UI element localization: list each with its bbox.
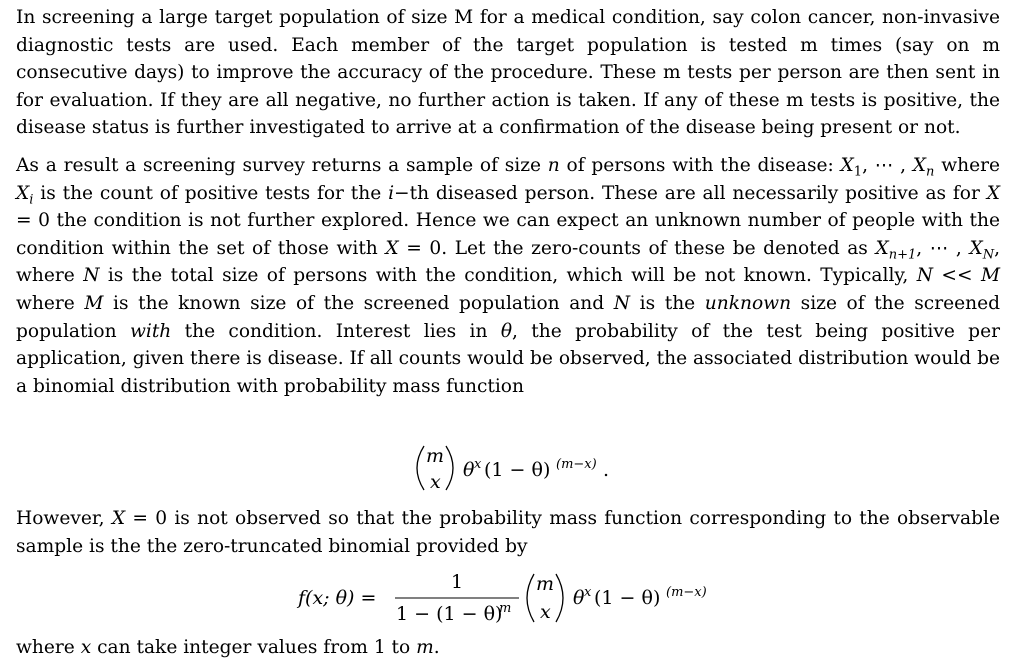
math-M: M (980, 265, 1000, 287)
binomial-pmf-formula (0, 440, 1024, 496)
theta-symbol: θ (463, 459, 475, 481)
text-fragment: where (934, 154, 1000, 176)
math-x: x (80, 637, 92, 658)
math-x: X (840, 154, 854, 176)
denominator-exponent-m: m (499, 601, 512, 616)
binom-top: m (426, 445, 445, 467)
truncation-text (16, 505, 1000, 560)
text-fragment: However, (16, 508, 112, 529)
binomial-pmf-svg (0, 440, 1024, 496)
support-text (16, 634, 1000, 662)
math-N: N (613, 292, 631, 314)
fraction-denominator: 1 − (1 − θ) (396, 603, 503, 625)
math-much-less: << (933, 265, 981, 287)
math-subscript: N (982, 247, 995, 263)
math-x: X (986, 182, 1000, 204)
binom-right-paren (446, 446, 453, 490)
text-fragment: is the known size of the screened population and (103, 292, 614, 314)
emphasis-unknown: unknown (704, 292, 792, 314)
math-x: X (16, 182, 30, 204)
binom-bottom: x (540, 601, 551, 623)
math-N: N (83, 265, 100, 287)
one-minus-theta: (1 − θ) (594, 587, 661, 609)
text-fragment: can take integer values from 1 to (91, 637, 417, 658)
text-fragment: is the total size of persons with the condition, which will be not known. Typically, (99, 265, 917, 287)
text-fragment: of persons with the disease: (559, 154, 841, 176)
exponent-m-minus-x: (m−x) (556, 457, 597, 472)
binom-top: m (536, 573, 555, 595)
theta-symbol: θ (573, 587, 585, 609)
paragraph-support (16, 634, 1000, 662)
math-dots: , ⋯ , (862, 154, 913, 176)
fraction-numerator: 1 (451, 571, 464, 593)
binom-left-paren (417, 446, 424, 490)
exponent-x: x (474, 457, 482, 472)
zero-truncated-binomial-formula (0, 568, 1024, 626)
math-n: n (547, 154, 560, 176)
text-fragment: . (433, 637, 440, 658)
emphasis-with: with (129, 320, 172, 342)
text-fragment: the condition. Interest lies in (171, 320, 501, 342)
binom-bottom: x (430, 471, 441, 493)
text-fragment: size of the screened population (16, 292, 1000, 342)
text-fragment: is the (630, 292, 705, 314)
formula-period: . (603, 459, 610, 481)
math-equals-zero: = 0 (398, 237, 442, 259)
paragraph-survey-description (16, 152, 1000, 400)
math-subscript: n+1 (888, 247, 917, 263)
text-fragment: −th diseased person. These are all necessarily positive as for (394, 182, 987, 204)
text-fragment: the condition is not further explored. Hence we can expect an unknown number of people with the condition within the set of those with (16, 210, 1000, 259)
lhs-f-x-theta: f(x; θ) = (298, 587, 377, 609)
text-fragment: , where (16, 237, 1000, 287)
one-minus-theta: (1 − θ) (484, 459, 551, 481)
text-fragment: where (16, 292, 85, 314)
binom-left-paren (527, 574, 534, 622)
paragraph-screening-intro: In screening a large target population of size M for a medical condition, say colon cancer, non-invasive diagnostic tests are used. Each member of the target population is tested m times (say on m consecutive days) to improve the accuracy of the procedure. These m tests per person are then sent in for evaluation. If they are all negative, no further action is taken. If any of these m tests is positive, the disease status is further investigated to arrive at a confirmation of the disease being present or not. (16, 7, 1000, 139)
paragraph-truncation (16, 505, 1000, 560)
math-x: X (969, 237, 983, 259)
math-m: m (416, 637, 434, 658)
exponent-m-minus-x: (m−x) (666, 585, 707, 600)
math-theta: θ (500, 320, 513, 342)
math-M: M (84, 292, 104, 314)
text-fragment: is the count of positive tests for the (33, 182, 389, 204)
math-x: X (111, 508, 126, 529)
math-x: X (912, 154, 927, 176)
math-subscript: n (926, 164, 935, 180)
main-text (16, 4, 1000, 400)
math-N: N (916, 265, 934, 287)
text-fragment: where (16, 637, 81, 658)
ztb-formula-svg (0, 568, 1024, 626)
math-x: X (875, 237, 889, 259)
math-i: i (388, 182, 395, 204)
math-subscript: 1 (853, 164, 863, 180)
math-x: X (385, 237, 399, 259)
text-fragment: As a result a screening survey returns a sample of size (16, 154, 548, 176)
math-dots: , ⋯ , (916, 237, 970, 259)
math-equals-zero: = 0 (125, 508, 168, 529)
text-fragment: , the probability of the test being positive per application, given there is disease. If all counts would be observed, the associated distribution would be a binomial distribution with probability mass function (16, 320, 1000, 397)
text-fragment: is not observed so that the probability mass function corresponding to the observable sample is the the zero-truncated binomial provided by (16, 508, 1000, 557)
math-subscript: i (29, 192, 34, 208)
binom-right-paren (556, 574, 563, 622)
text-fragment: . Let the zero-counts of these be denoted as (441, 237, 876, 259)
exponent-x: x (584, 585, 592, 600)
math-equals-zero: = 0 (16, 210, 50, 232)
